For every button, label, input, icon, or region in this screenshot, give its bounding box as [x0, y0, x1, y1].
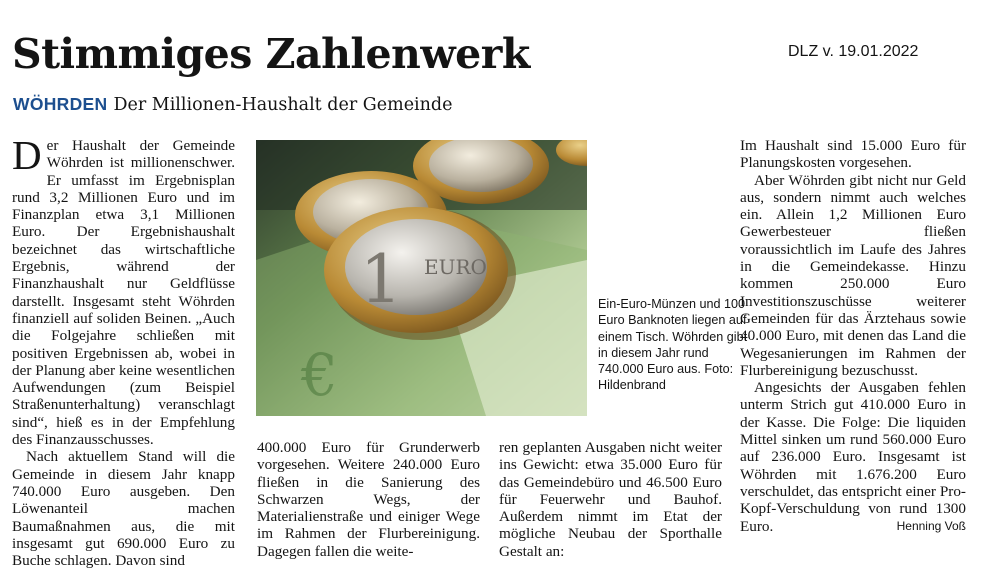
article-column-2 — [257, 439, 480, 560]
paragraph — [12, 132, 235, 449]
kicker: WÖHRDEN — [13, 94, 108, 114]
photo-graphic — [256, 140, 587, 416]
source-date: DLZ v. 19.01.2022 — [788, 43, 919, 60]
subheadline — [13, 94, 452, 115]
paragraph-text: Angesichts der Ausgaben fehlen unterm Strich gut 410.000 Euro in der Kasse. Die Folge: Die liquiden Mittel sinken um rund 560.000 Euro auf 236.000 Euro. Insgesamt ist Wöhrden mit 1.676.200 Euro verschuldet, das entspricht einer Pro-Kopf-Verschuldung von rund 1300 Euro. — [740, 379, 966, 535]
paragraph: 400.000 Euro für Grunderwerb vorgesehen. Weitere 240.000 Euro fließen in die Sanierung des Schwarzen Wegs, der Materialienstraße und einiger Wege im Rahmen der Flurbereinigung. Dagegen fallen die weite- — [257, 439, 480, 560]
paragraph — [740, 379, 966, 535]
drop-cap: D — [12, 132, 42, 178]
euro-coins-photo — [256, 140, 587, 416]
subheadline-text: Der Millionen-Haushalt der Gemeinde — [113, 95, 453, 115]
coin-numeral: 1 — [360, 241, 402, 318]
banknote-euro-symbol: € — [301, 341, 338, 409]
article-column-3 — [499, 439, 722, 560]
coin-label: EURO — [424, 255, 487, 279]
headline: Stimmiges Zahlenwerk — [12, 30, 530, 78]
article-column-4 — [740, 137, 966, 535]
photo-caption: Ein-Euro-Münzen und 100 Euro Banknoten liegen auf einem Tisch. Wöhrden gibt in diesem Jahr rund 740.000 Euro aus. Foto: Hildenbrand — [598, 297, 748, 393]
paragraph: Aber Wöhrden gibt nicht nur Geld aus, sondern nimmt auch welches ein. Allein 1,2 Millionen Euro Gewerbesteuer fließen voraussichtlich im Laufe des Jahres in die Gemeindekasse. Hinzu kommen 250.000 Euro Investitionszuschüsse weiterer Gemeinden für das Ärztehaus sowie 40.000 Euro, mit denen das Land die Wegesanierungen im Rahmen der Flurbereinigung bezuschusst. — [740, 171, 966, 379]
paragraph: ren geplanten Ausgaben nicht weiter ins Gewicht: etwa 35.000 Euro für das Gemeindebüro und 46.500 Euro für Feuerwehr und Bauhof. Außerdem nimmt im Etat der mögliche Neubau der Sporthalle Gestalt an: — [499, 439, 722, 560]
author: Henning Voß — [896, 518, 966, 533]
article-column-1 — [12, 132, 235, 569]
paragraph: Im Haushalt sind 15.000 Euro für Planungskosten vorgesehen. — [740, 137, 966, 172]
paragraph-text: er Haushalt der Gemeinde Wöhrden ist millionenschwer. Er umfasst im Ergebnisplan rund 3,2 Millionen Euro und im Finanzplan etwa 3,1 Millionen Euro. Der Ergebnishaushalt bezeichnet das wirtschaftliche Ergebnis, während der Finanzhaushalt nur Geldflüsse darstellt. Insgesamt steht Wöhrden finanziell auf soliden Beinen. „Auch die Folgejahre schließen mit positiven Ergebnissen ab, wobei in der Planung aber keine wesentlichen Aufwendungen (zum Beispiel Straßenunterhaltung) veranschlagt sind“, hieß es in der Empfehlung des Finanzausschusses. — [12, 137, 235, 449]
paragraph: Nach aktuellem Stand will die Gemeinde in diesem Jahr knapp 740.000 Euro ausgeben. Den Löwenanteil machen Baumaßnahmen aus, die mit insgesamt gut 690.000 Euro zu Buche schlagen. Davon sind — [12, 448, 235, 569]
